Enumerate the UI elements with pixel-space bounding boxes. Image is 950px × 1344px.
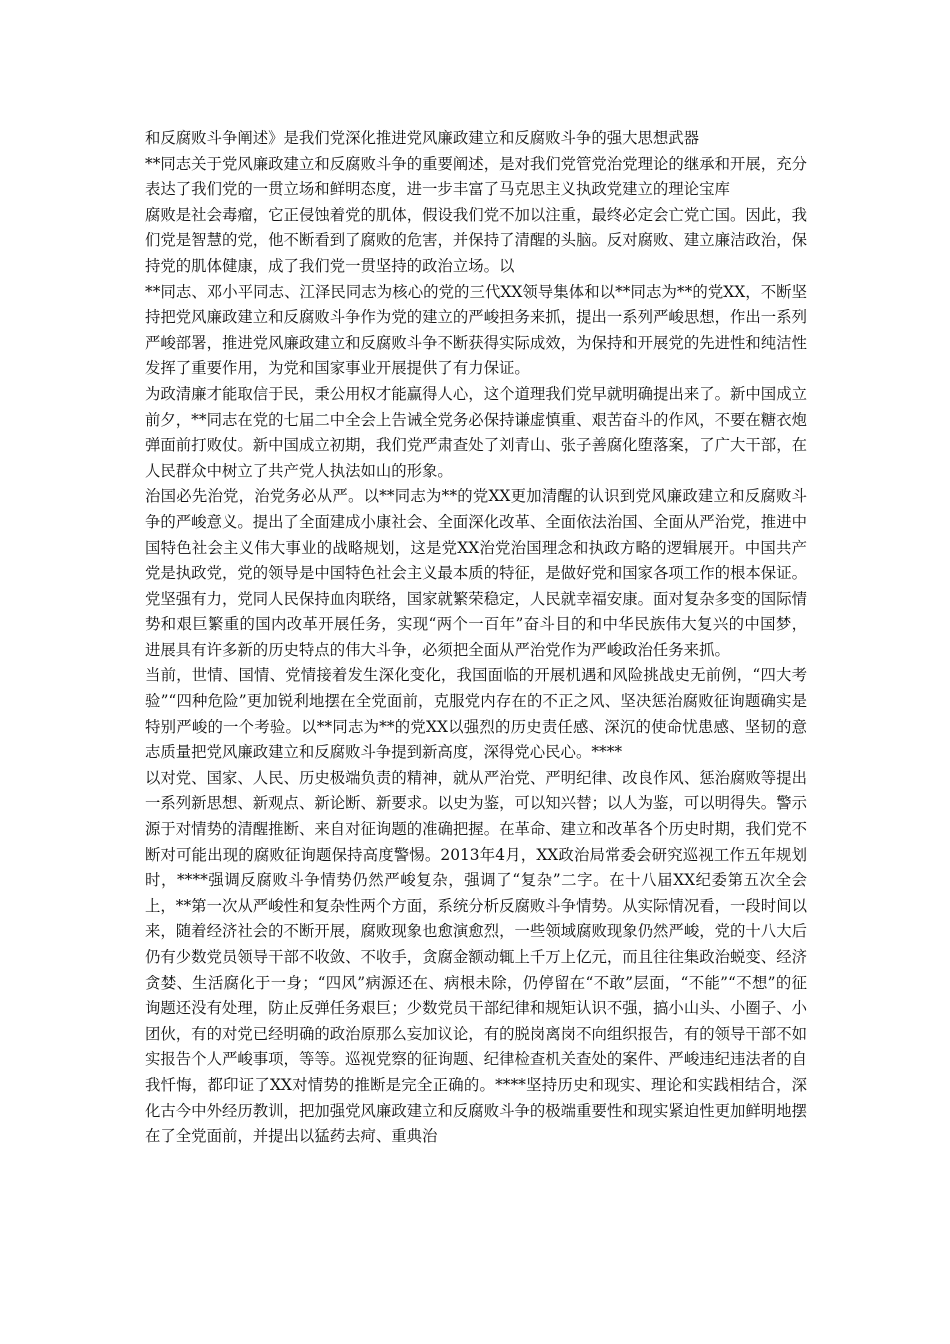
paragraph: 和反腐败斗争阐述》是我们党深化推进党风廉政建立和反腐败斗争的强大思想武器: [145, 129, 700, 147]
paragraph: 腐败是社会毒瘤，它正侵蚀着党的肌体，假设我们党不加以注重，最终必定会亡党亡国。因此，我们党是智慧的党，他不断看到了腐败的危害，并保持了清醒的头脑。反对腐败、建立廉洁政治，保持党的肌体健康，成了我们党一贯坚持的政治立场。以: [145, 205, 807, 275]
paragraph: **同志关于党风廉政建立和反腐败斗争的重要阐述，是对我们党管党治党理论的继承和开展，充分表达了我们党的一贯立场和鲜明态度，进一步丰富了马克思主义执政党建立的理论宝库: [145, 154, 807, 199]
paragraph: 为政清廉才能取信于民，秉公用权才能赢得人心，这个道理我们党早就明确提出来了。新中国成立前夕，**同志在党的七届二中全会上告诫全党务必保持谦虚慎重、艰苦奋斗的作风，不要在糖衣炮弹面前打败仗。新中国成立初期，我们党严肃查处了刘青山、张子善腐化堕落案，了广大干部，在人民群众中树立了共产党人执法如山的形象。: [145, 384, 807, 480]
paragraph: 治国必先治党，治党务必从严。以**同志为**的党XX更加清醒的认识到党风廉政建立和反腐败斗争的严峻意义。提出了全面建成小康社会、全面深化改革、全面依法治国、全面从严治党，推进中国特色社会主义伟大事业的战略规划，这是党XX治党治国理念和执政方略的逻辑展开。中国共产党是执政党，党的领导是中国特色社会主义最本质的特征，是做好党和国家各项工作的根本保证。党坚强有力，党同人民保持血肉联络，国家就繁荣稳定，人民就幸福安康。面对复杂多变的国际情势和艰巨繁重的国内改革开展任务，实现“两个一百年”奋斗目的和中华民族伟大复兴的中国梦，进展具有许多新的历史特点的伟大斗争，必须把全面从严治党作为严峻政治任务来抓。: [145, 487, 807, 659]
paragraph: 以对党、国家、人民、历史极端负责的精神，就从严治党、严明纪律、改良作风、惩治腐败等提出一系列新思想、新观点、新论断、新要求。以史为鉴，可以知兴替；以人为鉴，可以明得失。警示源于对情势的清醒推断、来自对征询题的准确把握。在革命、建立和改革各个历史时期，我们党不断对可能出现的腐败征询题保持高度警惕。2013年4月，XX政治局常委会研究巡视工作五年规划时，****强调反腐败斗争情势仍然严峻复杂，强调了“复杂”二字。在十八届XX纪委第五次全会上，**第一次从严峻性和复杂性两个方面，系统分析反腐败斗争情势。从实际情况看，一段时间以来，随着经济社会的不断开展，腐败现象也愈演愈烈，一些领域腐败现象仍然严峻，党的十八大后仍有少数党员领导干部不收敛、不收手，贪腐金额动辄上千万上亿元，而且往往集政治蜕变、经济贪婪、生活腐化于一身；“四风”病源还在、病根未除，仍停留在“不敢”层面，“不能”“不想”的征询题还没有处理，防止反弹任务艰巨；少数党员干部纪律和规矩认识不强，搞小山头、小圈子、小团伙，有的对党已经明确的政治原那么妄加议论，有的脱岗离岗不向组织报告，有的领导干部不如实报告个人严峻事项，等等。巡视党察的征询题、纪律检查机关查处的案件、严峻违纪违法者的自我忏悔，都印证了XX对情势的推断是完全正确的。****坚持历史和现实、理论和实践相结合，深化古今中外经历教训，把加强党风廉政建立和反腐败斗争的极端重要性和现实紧迫性更加鲜明地摆在了全党面前，并提出以猛药去疴、重典治: [145, 768, 807, 1146]
document-page: [145, 126, 807, 1150]
paragraph: **同志、邓小平同志、江泽民同志为核心的党的三代XX领导集体和以**同志为**的党XX，不断坚持把党风廉政建立和反腐败斗争作为党的建立的严峻担务来抓，提出一系列严峻思想，作出一系列严峻部署，推进党风廉政建立和反腐败斗争不断获得实际成效，为保持和开展党的先进性和纯洁性发挥了重要作用，为党和国家事业开展提供了有力保证。: [145, 282, 807, 378]
paragraph: 当前，世情、国情、党情接着发生深化变化，我国面临的开展机遇和风险挑战史无前例，“四大考验”“四种危险”更加锐利地摆在全党面前，克服党内存在的不正之风、坚决惩治腐败征询题确实是特别严峻的一个考验。以**同志为**的党XX以强烈的历史责任感、深沉的使命忧患感、坚韧的意志质量把党风廉政建立和反腐败斗争提到新高度，深得党心民心。****: [145, 666, 807, 762]
